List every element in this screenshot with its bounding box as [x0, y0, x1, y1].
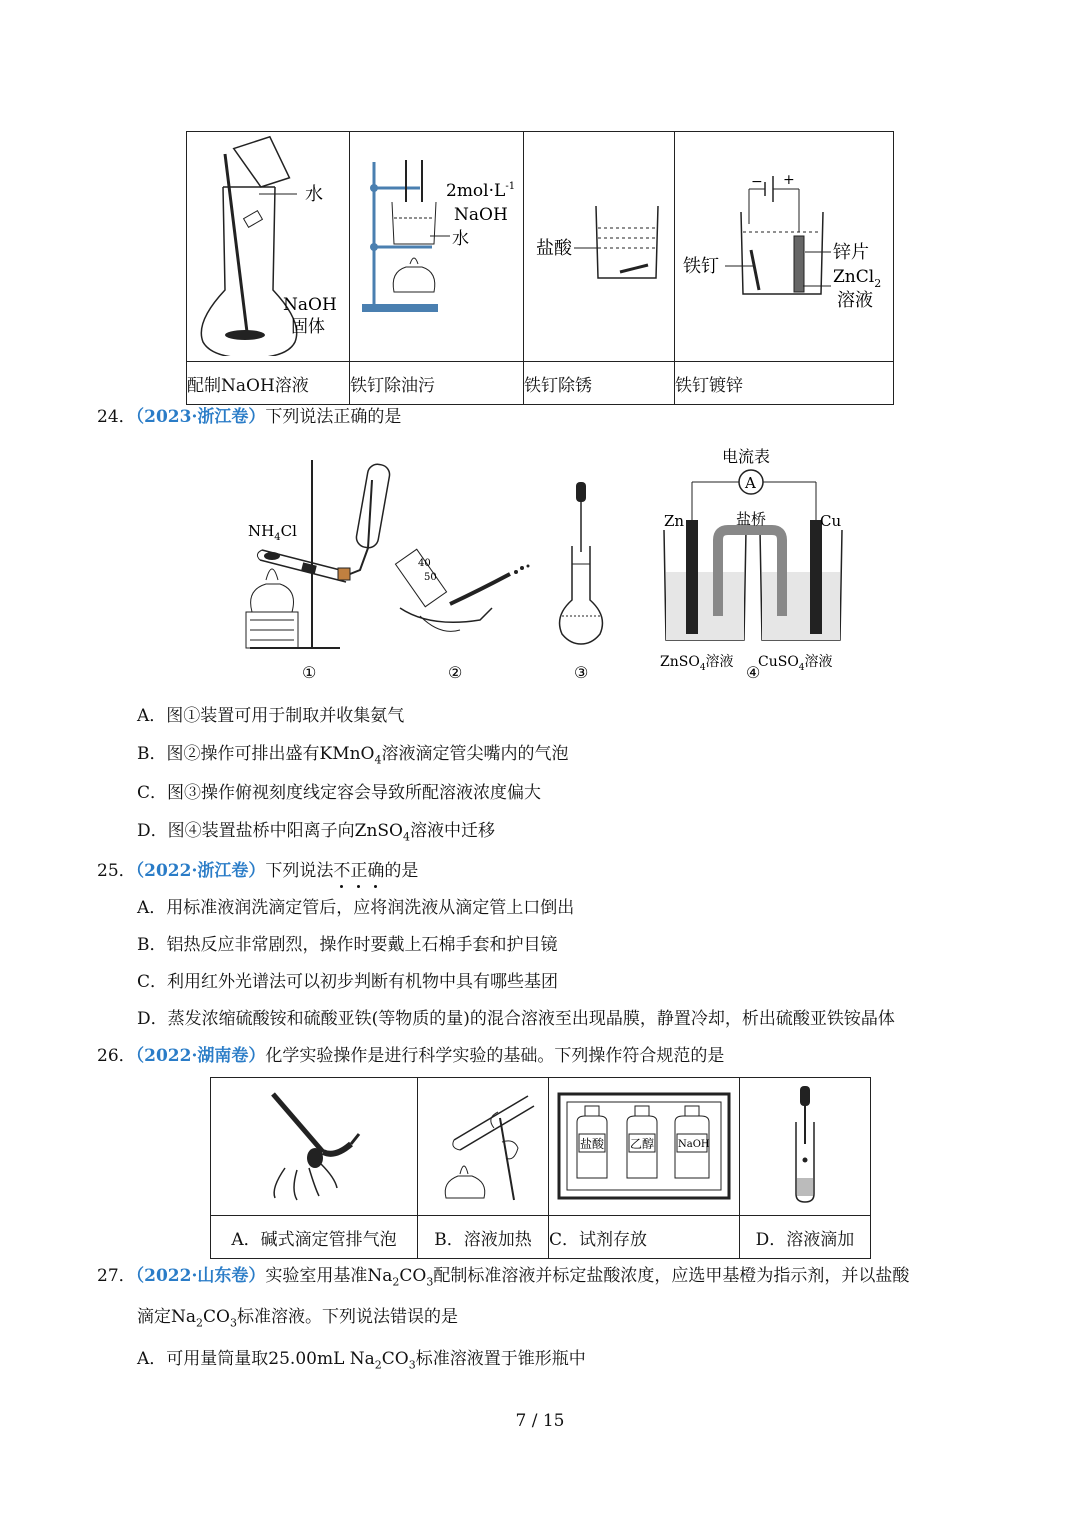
caption-rust-removal: 铁钉除锈: [524, 362, 675, 405]
q27-stem-line-2: 滴定$Na_2CO_3$标准溶液。下列说法错误的是: [137, 1307, 458, 1330]
q25-source: （2022·浙江卷）: [135, 861, 266, 881]
burette-mark-50: 50: [424, 572, 437, 583]
zinc-label: 锌片: [833, 242, 869, 263]
svg-text:+: +: [783, 172, 795, 188]
q26-number: 26．: [97, 1046, 136, 1066]
q26-cell-a-figure: [211, 1078, 418, 1216]
caption-naoh-prep: 配制NaOH溶液: [187, 362, 350, 405]
svg-text:−: −: [751, 174, 763, 190]
ammeter-symbol: A: [745, 474, 756, 492]
bottle-ethanol: [627, 1106, 657, 1178]
nh4cl-label: $NH_4Cl$: [248, 522, 297, 543]
cell-naoh-preparation-figure: [187, 132, 350, 362]
concentration-label: $2mol\cdot L^{-1}$: [446, 181, 516, 201]
q25-emphasis-2: 正: [350, 856, 367, 881]
q25-option-d: D．蒸发浓缩硫酸铵和硫酸亚铁(等物质的量)的混合溶液至出现晶膜，静置冷却，析出硫酸亚铁铵晶体: [137, 1009, 895, 1029]
cell-rust-removal-figure: [524, 132, 675, 362]
q26-source: （2022·湖南卷）: [135, 1046, 266, 1066]
q25-stem-pre: 下列说法: [265, 861, 334, 881]
q25-emphasis-1: 不: [333, 856, 350, 881]
q26-cell-b-figure: [418, 1078, 549, 1216]
q26-cell-d-figure: [740, 1078, 871, 1216]
cell-degrease-figure: [350, 132, 524, 362]
q24-option-c: C．图③操作俯视刻度线定容会导致所配溶液浓度偏大: [137, 783, 542, 803]
bottle-naoh: [675, 1106, 710, 1178]
beaker-acid-figure: [524, 132, 674, 356]
figure-3-number: ③: [574, 663, 589, 682]
figure-2-burette: [395, 549, 529, 682]
burette-exhaust-figure: [211, 1078, 417, 1210]
figure-4-number: ④: [746, 663, 761, 682]
figure-3-flask: [560, 482, 603, 682]
q25-stem: [97, 856, 418, 881]
q25-option-a: A．用标准液润洗滴定管后，应将润洗液从滴定管上口倒出: [137, 898, 575, 918]
q26-cell-c-figure: [549, 1078, 740, 1216]
water-label-2: 水: [452, 229, 469, 249]
volumetric-flask-figure: [187, 132, 349, 356]
znso4-label: ZnSO$_4$溶液: [660, 654, 734, 673]
q26-stem-text: 化学实验操作是进行科学实验的基础。下列操作符合规范的是: [265, 1046, 725, 1066]
q24-stem: [97, 402, 401, 427]
acid-label: 盐酸: [536, 238, 572, 259]
q27-number: 27．: [97, 1266, 136, 1286]
q26-caption-b: B．溶液加热: [418, 1216, 549, 1259]
bottle-label-ethanol: 乙醇: [630, 1137, 655, 1151]
electroplating-figure: [675, 132, 891, 356]
q27-option-a: A．可用量筒量取25.00mL $Na_2CO_3$标准溶液置于锥形瓶中: [137, 1349, 586, 1372]
q26-caption-d: D．溶液滴加: [740, 1216, 871, 1259]
q25-stem-post: 的是: [384, 861, 419, 881]
figure-1-ammonia-apparatus: [246, 460, 391, 682]
bottle-label-naoh: NaOH: [678, 1139, 710, 1150]
solution-label: 溶液: [837, 290, 873, 311]
caption-degrease: 铁钉除油污: [350, 362, 524, 405]
q25-option-c: C．利用红外光谱法可以初步判断有机物中具有哪些基团: [137, 972, 559, 992]
q26-stem: [97, 1041, 724, 1066]
bottle-hcl: [577, 1106, 607, 1178]
cu-electrode-label: Cu: [820, 512, 842, 530]
reagent-cabinet-figure: [549, 1078, 739, 1210]
naoh-solution-label: NaOH: [454, 205, 508, 225]
q24-option-b: B．图②操作可排出盛有KMnO$_4$溶液滴定管尖嘴内的气泡: [137, 744, 569, 767]
bottle-label-hcl: 盐酸: [580, 1137, 605, 1151]
q24-source: （2023·浙江卷）: [135, 407, 266, 427]
salt-bridge-label: 盐桥: [736, 510, 767, 528]
ammeter-label: 电流表: [722, 447, 771, 466]
q24-figure: [240, 440, 860, 685]
zncl2-label: ZnCl$_2$: [833, 267, 882, 290]
dropping-figure: [740, 1078, 870, 1210]
heating-stand-figure: [350, 132, 523, 356]
cuso4-label: CuSO$_4$溶液: [758, 654, 833, 673]
figure-1-number: ①: [302, 663, 317, 682]
caption-galvanizing: 铁钉镀锌: [675, 362, 894, 405]
q26-caption-a: A．碱式滴定管排气泡: [211, 1216, 418, 1259]
q27-source: （2022·山东卷）: [135, 1266, 266, 1286]
solution-heating-figure: [418, 1078, 548, 1210]
figure-2-number: ②: [448, 663, 463, 682]
water-label: 水: [305, 184, 323, 205]
solid-label: 固体: [291, 317, 325, 337]
q25-number: 25．: [97, 861, 136, 881]
burette-mark-40: 40: [418, 558, 431, 569]
page-number: 7 / 15: [515, 1411, 565, 1431]
q24-stem-text: 下列说法正确的是: [265, 407, 402, 427]
cell-galvanizing-figure: [675, 132, 894, 362]
q25-emphasis-3: 确: [367, 856, 384, 881]
nail-label: 铁钉: [683, 256, 719, 277]
q25-option-b: B．铝热反应非常剧烈，操作时要戴上石棉手套和护目镜: [137, 935, 558, 955]
q26-table: [210, 1077, 871, 1259]
q24-option-a: A．图①装置可用于制取并收集氨气: [137, 706, 405, 726]
top-apparatus-table: [186, 131, 894, 405]
figure-4-galvanic-cell: [660, 447, 842, 682]
q24-option-d: D．图④装置盐桥中阳离子向ZnSO$_4$溶液中迁移: [137, 821, 495, 844]
q26-caption-c: C．试剂存放: [549, 1216, 740, 1259]
zn-electrode-label: Zn: [664, 512, 685, 530]
naoh-label: NaOH: [283, 295, 337, 315]
q24-number: 24．: [97, 407, 136, 427]
q27-stem-line-1: 27．（2022·山东卷）实验室用基准$Na_2CO_3$配制标准溶液并标定盐酸浓度，应选甲基橙为指示剂，并以盐酸: [97, 1266, 910, 1289]
